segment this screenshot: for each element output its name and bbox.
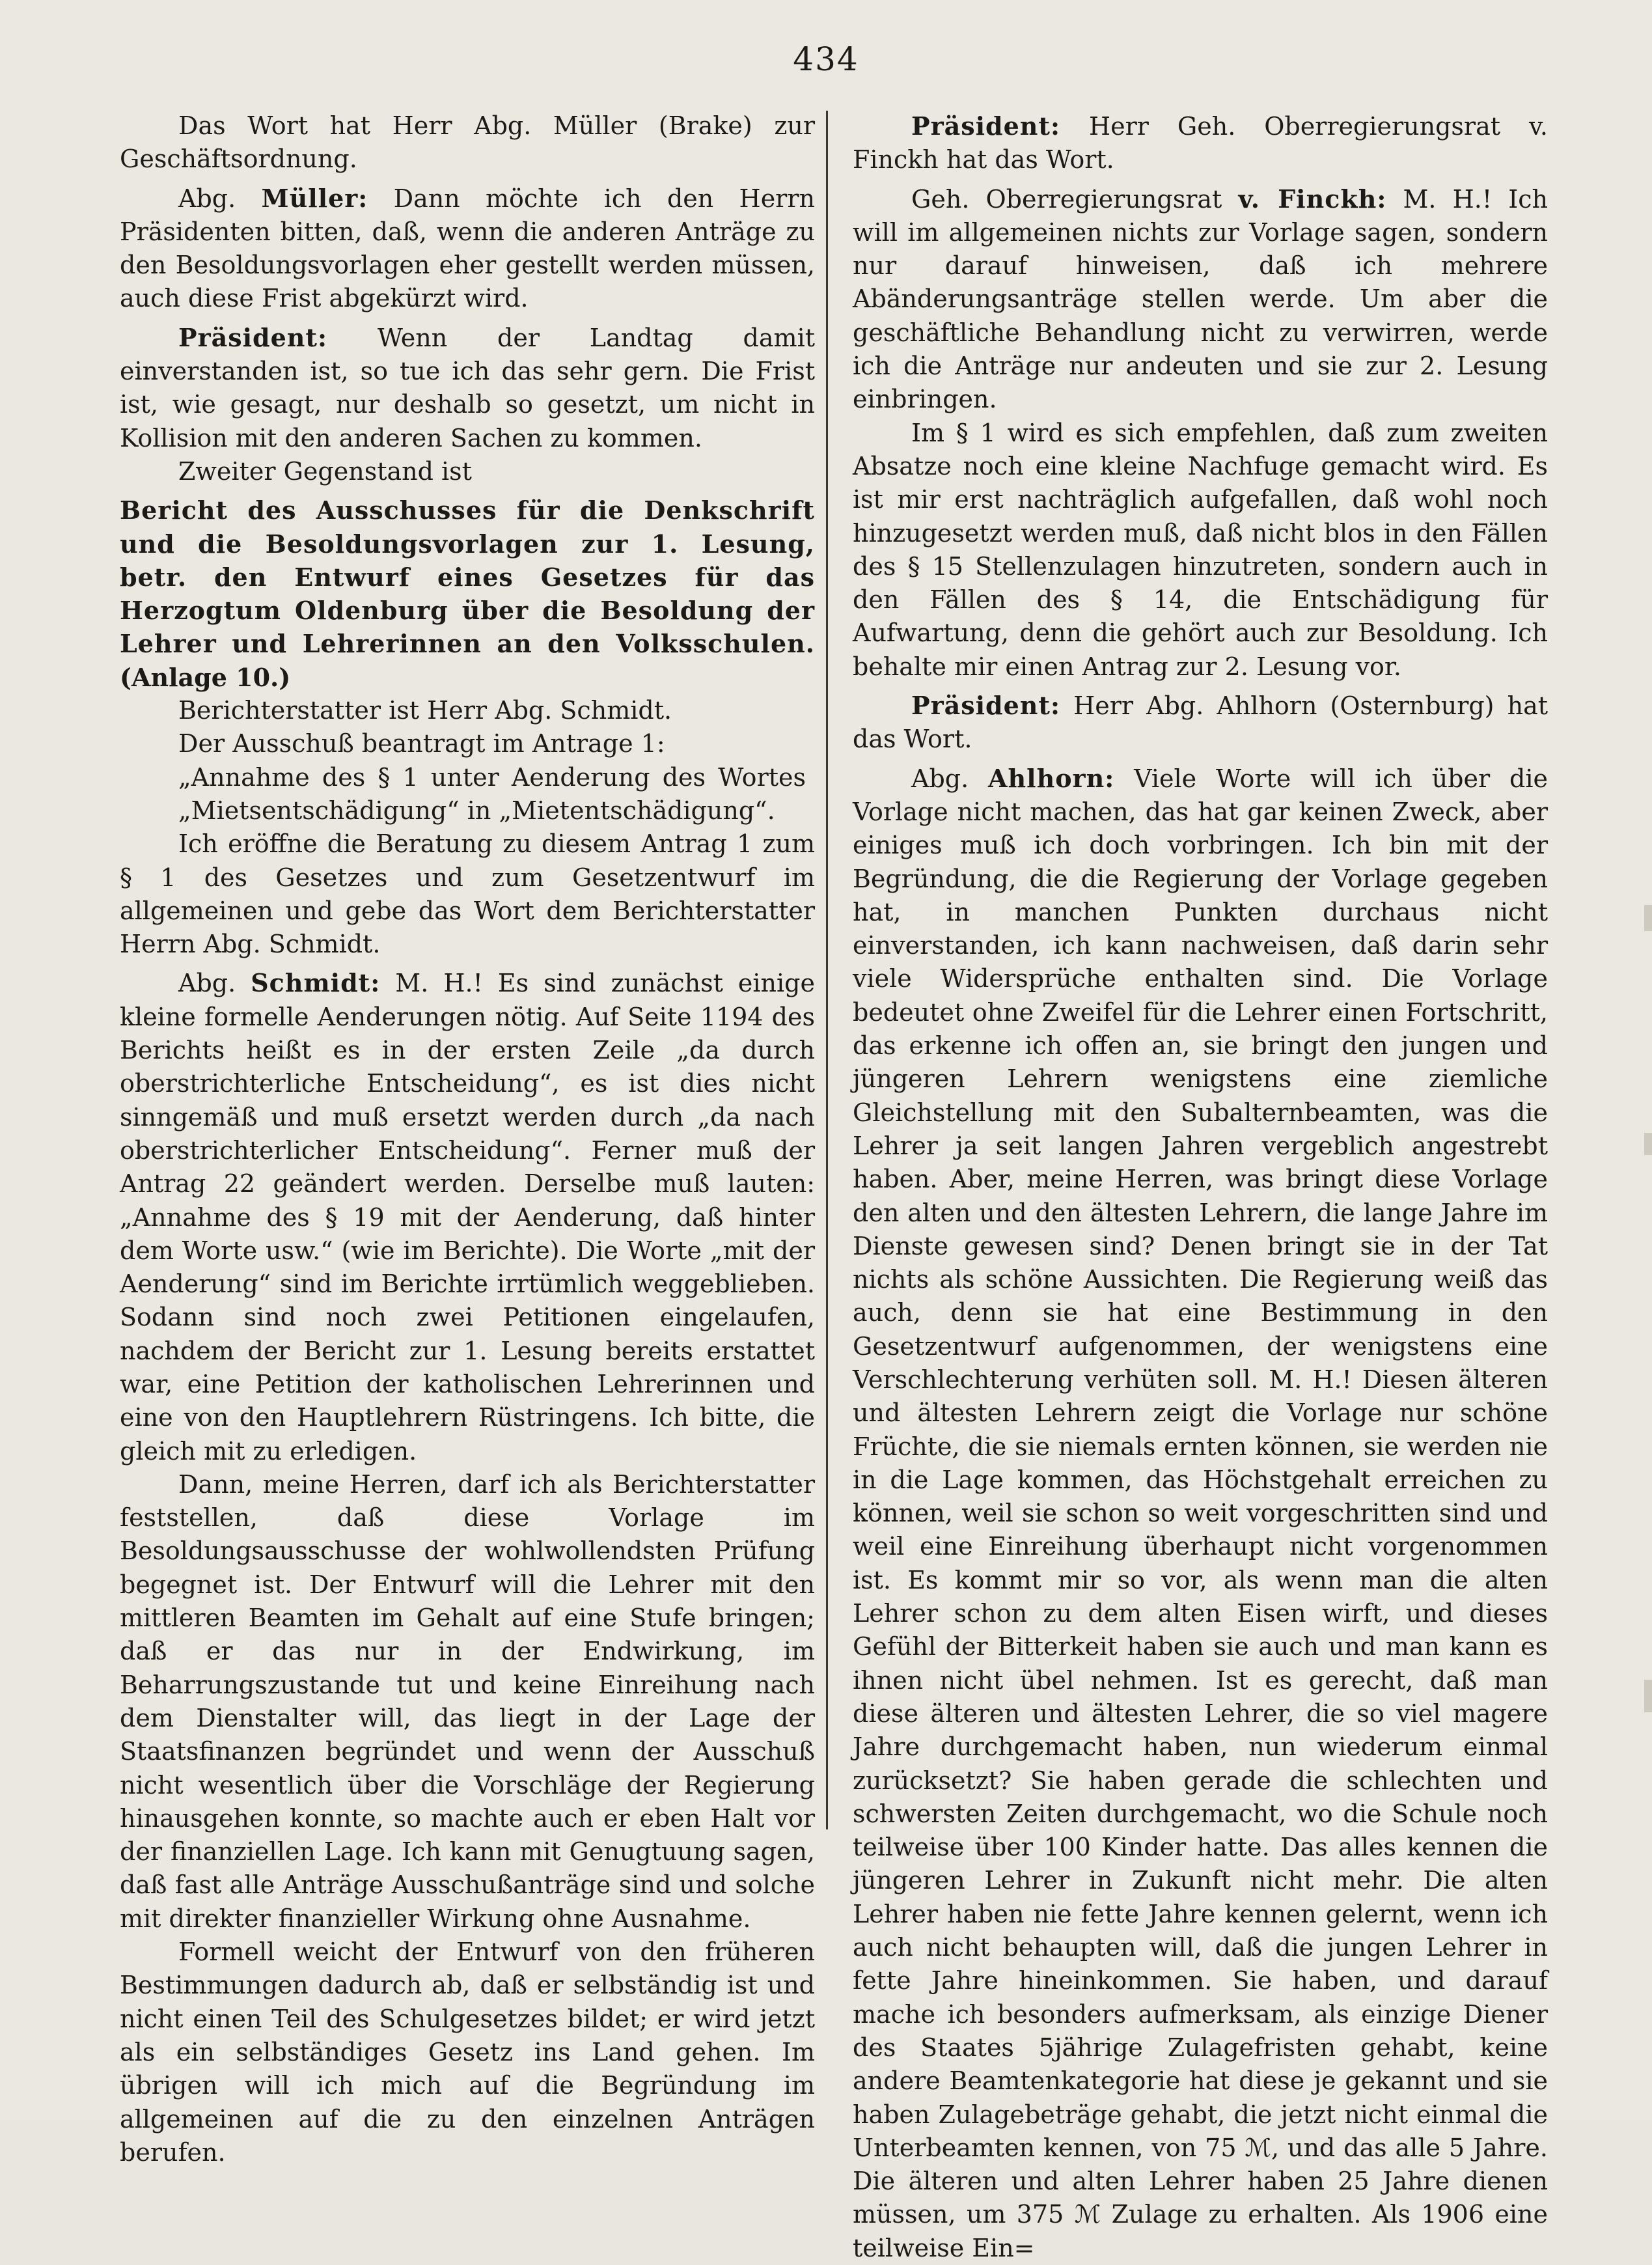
motion-quote	[120, 761, 815, 828]
agenda-item-title	[120, 493, 815, 694]
paragraph-text: Formell weicht der Entwurf von den früheren Bestimmungen dadurch ab, daß er selbständig ist und nicht einen Teil des Schulgesetzes bildet; er wird jetzt als ein selbständiges Gesetz ins Land gehen. Im übrigen will ich mich auf die Begründung im allgemeinen auf die zu den einzelnen Anträgen berufen.	[120, 1938, 815, 2167]
speech-paragraph	[853, 689, 1548, 757]
motion-quote-text: „Annahme des § 1 unter Aenderung des Wortes „Mietsentschädigung“ in „Mietentschädigung“.	[178, 762, 806, 825]
left-column	[120, 109, 815, 2169]
scan-edge-mark	[1644, 1680, 1652, 1712]
speaker-name: Präsident:	[178, 322, 328, 352]
speech-paragraph	[853, 762, 1548, 2265]
speech-text: Dann möchte ich den Herrn Präsidenten bitten, daß, wenn die anderen Anträge zu den Besoldungsvorlagen eher gestellt werden müssen, auch diese Frist abgekürzt wird.	[120, 184, 815, 313]
text-paragraph	[120, 455, 815, 488]
speech-paragraph	[853, 109, 1548, 177]
text-paragraph	[120, 1468, 815, 1936]
page-number: 434	[793, 40, 859, 78]
paragraph-text: Im § 1 wird es sich empfehlen, daß zum zweiten Absatze noch eine kleine Nachfuge gemacht wird. Es ist mir erst nachträglich aufgefallen, daß wohl noch hinzugesetzt werden muß, daß nicht blos in den Fällen des § 15 Stellenzulagen hinzutreten, sondern auch in den Fällen des § 14, die Entschädigung für Aufwartung, denn die gehört auch zur Besoldung. Ich behalte mir einen Antrag zur 2. Lesung vor.	[853, 418, 1548, 681]
speaker-name: Müller:	[261, 183, 368, 213]
speaker-prefix: Abg.	[178, 969, 251, 998]
speaker-prefix: Abg.	[178, 184, 262, 213]
agenda-title-bold: Bericht des Ausschusses für die Denkschrift und die Besoldungsvorlagen zur 1. Lesung, betr. den Entwurf eines Gesetzes für das Herzogtum Oldenburg über die Besoldung der Lehrer und Lehrerinnen an den Volksschulen.	[120, 495, 815, 659]
speaker-prefix: Abg.	[911, 764, 989, 793]
paragraph-text: Ich eröffne die Beratung zu diesem Antrag 1 zum § 1 des Gesetzes und zum Gesetzentwurf im allgemeinen und gebe das Wort dem Berichterstatter Herrn Abg. Schmidt.	[120, 829, 815, 959]
speech-paragraph	[120, 182, 815, 316]
text-paragraph	[120, 1936, 815, 2169]
speaker-prefix: Geh. Oberregierungsrat	[911, 184, 1239, 214]
text-paragraph	[120, 727, 815, 760]
agenda-title-annex: (Anlage 10.)	[120, 662, 291, 692]
speech-text: Wenn der Landtag damit einverstanden ist, so tue ich das sehr gern. Die Frist ist, wie gesagt, nur deshalb so gesetzt, um nicht in Kollision mit den anderen Sachen zu kommen.	[120, 323, 815, 452]
text-paragraph	[120, 109, 815, 176]
speaker-name: Präsident:	[911, 111, 1061, 141]
speech-paragraph	[853, 182, 1548, 417]
speaker-name: Schmidt:	[251, 968, 381, 998]
speaker-name: Ahlhorn:	[988, 763, 1115, 793]
speaker-name: v. Finckh:	[1238, 184, 1387, 214]
paragraph-text: Berichterstatter ist Herr Abg. Schmidt.	[178, 696, 672, 725]
paragraph-text: Der Ausschuß beantragt im Antrage 1:	[178, 729, 665, 758]
speech-text: M. H.! Es sind zunächst einige kleine formelle Aenderungen nötig. Auf Seite 1194 des Berichts heißt es in der ersten Zeile „da durch oberstrichterliche Entscheidung“, es ist dies nicht sinngemäß und muß ersetzt werden durch „da nach oberstrichterlicher Entscheidung“. Ferner muß der Antrag 22 geändert werden. Derselbe muß lauten: „Annahme des § 19 mit der Aenderung, daß hinter dem Worte usw.“ (wie im Berichte). Die Worte „mit der Aenderung“ sind im Berichte irrtümlich weggeblieben. Sodann sind noch zwei Petitionen eingelaufen, nachdem der Bericht zur 1. Lesung bereits erstattet war, eine Petition der katholischen Lehrerinnen und eine von den Hauptlehrern Rüstringens. Ich bitte, die gleich mit zu erledigen.	[120, 969, 815, 1466]
speech-text: Viele Worte will ich über die Vorlage nicht machen, das hat gar keinen Zweck, aber einiges muß ich doch vorbringen. Ich bin mit der Begründung, die die Regierung der Vorlage gegeben hat, in manchen Punkten durchaus nicht einverstanden, ich kann nachweisen, daß darin sehr viele Widersprüche enthalten sind. Die Vorlage bedeutet ohne Zweifel für die Lehrer einen Fortschritt, das erkenne ich offen an, sie bringt den jungen und jüngeren Lehrern wenigstens eine ziemliche Gleichstellung mit den Subalternbeamten, was die Lehrer ja seit langen Jahren vergeblich angestrebt haben. Aber, meine Herren, was bringt diese Vorlage den alten und den ältesten Lehrern, die lange Jahre im Dienste gewesen sind? Denen bringt sie in der Tat nichts als schöne Aussichten. Die Regierung weiß das auch, denn sie hat eine Bestimmung in den Gesetzentwurf aufgenommen, der wenigstens eine Verschlechterung verhüten soll. M. H.! Diesen älteren und ältesten Lehrern zeigt die Vorlage nur schöne Früchte, die sie niemals ernten können, sie werden nie in die Lage kommen, das Höchstgehalt erreichen zu können, weil sie schon so weit vorgeschritten sind und weil eine Einreihung überhaupt nicht vorgenommen ist. Es kommt mir so vor, als wenn man die alten Lehrer schon zu dem alten Eisen wirft, und dieses Gefühl der Bitterkeit haben sie auch und man kann es ihnen nicht übel nehmen. Ist es gerecht, daß man diese älteren und ältesten Lehrer, die so viel magere Jahre durchgemacht haben, nun wiederum einmal zurücksetzt? Sie haben gerade die schlechten und schwersten Zeiten durchgemacht, wo die Schule noch teilweise über 100 Kinder hatte. Das alles kennen die jüngeren Lehrer in Zukunft nicht mehr. Die alten Lehrer haben nie fette Jahre kennen gelernt, wenn ich auch nicht behaupten will, daß die jungen Lehrer in fette Jahre hineinkommen. Sie haben, und darauf mache ich besonders aufmerksam, als einzige Diener des Staates 5jährige Zulagefristen gehabt, keine andere Beamtenkategorie hat diese je gekannt und sie haben Zulagebeträge gehabt, die jetzt nicht einmal die Unterbeamten kennen, von 75 ℳ, und das alle 5 Jahre. Die älteren und alten Lehrer haben 25 Jahre dienen müssen, um 375 ℳ Zulage zu erhalten. Als 1906 eine teilweise Ein=	[853, 764, 1548, 2262]
scan-edge-mark	[1644, 1133, 1652, 1155]
text-paragraph	[853, 417, 1548, 684]
scan-edge-mark	[1644, 905, 1652, 931]
text-paragraph	[120, 827, 815, 961]
speech-paragraph	[120, 966, 815, 1467]
paragraph-text: Dann, meine Herren, darf ich als Berichterstatter feststellen, daß diese Vorlage im Besoldungsausschusse der wohlwollendsten Prüfung begegnet ist. Der Entwurf will die Lehrer mit den mittleren Beamten im Gehalt auf eine Stufe bringen; daß er das nur in der Endwirkung, im Beharrungszustande tut und keine Einreihung nach dem Dienstalter will, das liegt in der Lage der Staatsfinanzen begründet und wenn der Ausschuß nicht wesentlich über die Vorschläge der Regierung hinausgehen konnte, so machte auch er eben Halt vor der finanziellen Lage. Ich kann mit Genugtuung sagen, daß fast alle Anträge Ausschußanträge sind und solche mit direkter finanzieller Wirkung ohne Ausnahme.	[120, 1469, 815, 1933]
speaker-name: Präsident:	[911, 691, 1061, 721]
speech-text: Herr Geh. Oberregierungsrat v. Finckh hat das Wort.	[853, 112, 1548, 174]
paragraph-text: Das Wort hat Herr Abg. Müller (Brake) zur Geschäftsordnung.	[120, 111, 815, 174]
speech-paragraph	[120, 321, 815, 455]
speech-text: M. H.! Ich will im allgemeinen nichts zur Vorlage sagen, sondern nur darauf hinweisen, daß ich mehrere Abänderungsanträge stellen werde. Um aber die geschäftliche Behandlung nicht zu verwirren, werde ich die Anträge nur andeuten und sie zur 2. Lesung einbringen.	[853, 184, 1548, 414]
text-paragraph	[120, 694, 815, 727]
speech-text: Herr Abg. Ahlhorn (Osternburg) hat das Wort.	[853, 691, 1548, 754]
paragraph-text: Zweiter Gegenstand ist	[178, 456, 472, 486]
column-divider	[826, 111, 828, 1829]
right-column	[853, 109, 1548, 2265]
